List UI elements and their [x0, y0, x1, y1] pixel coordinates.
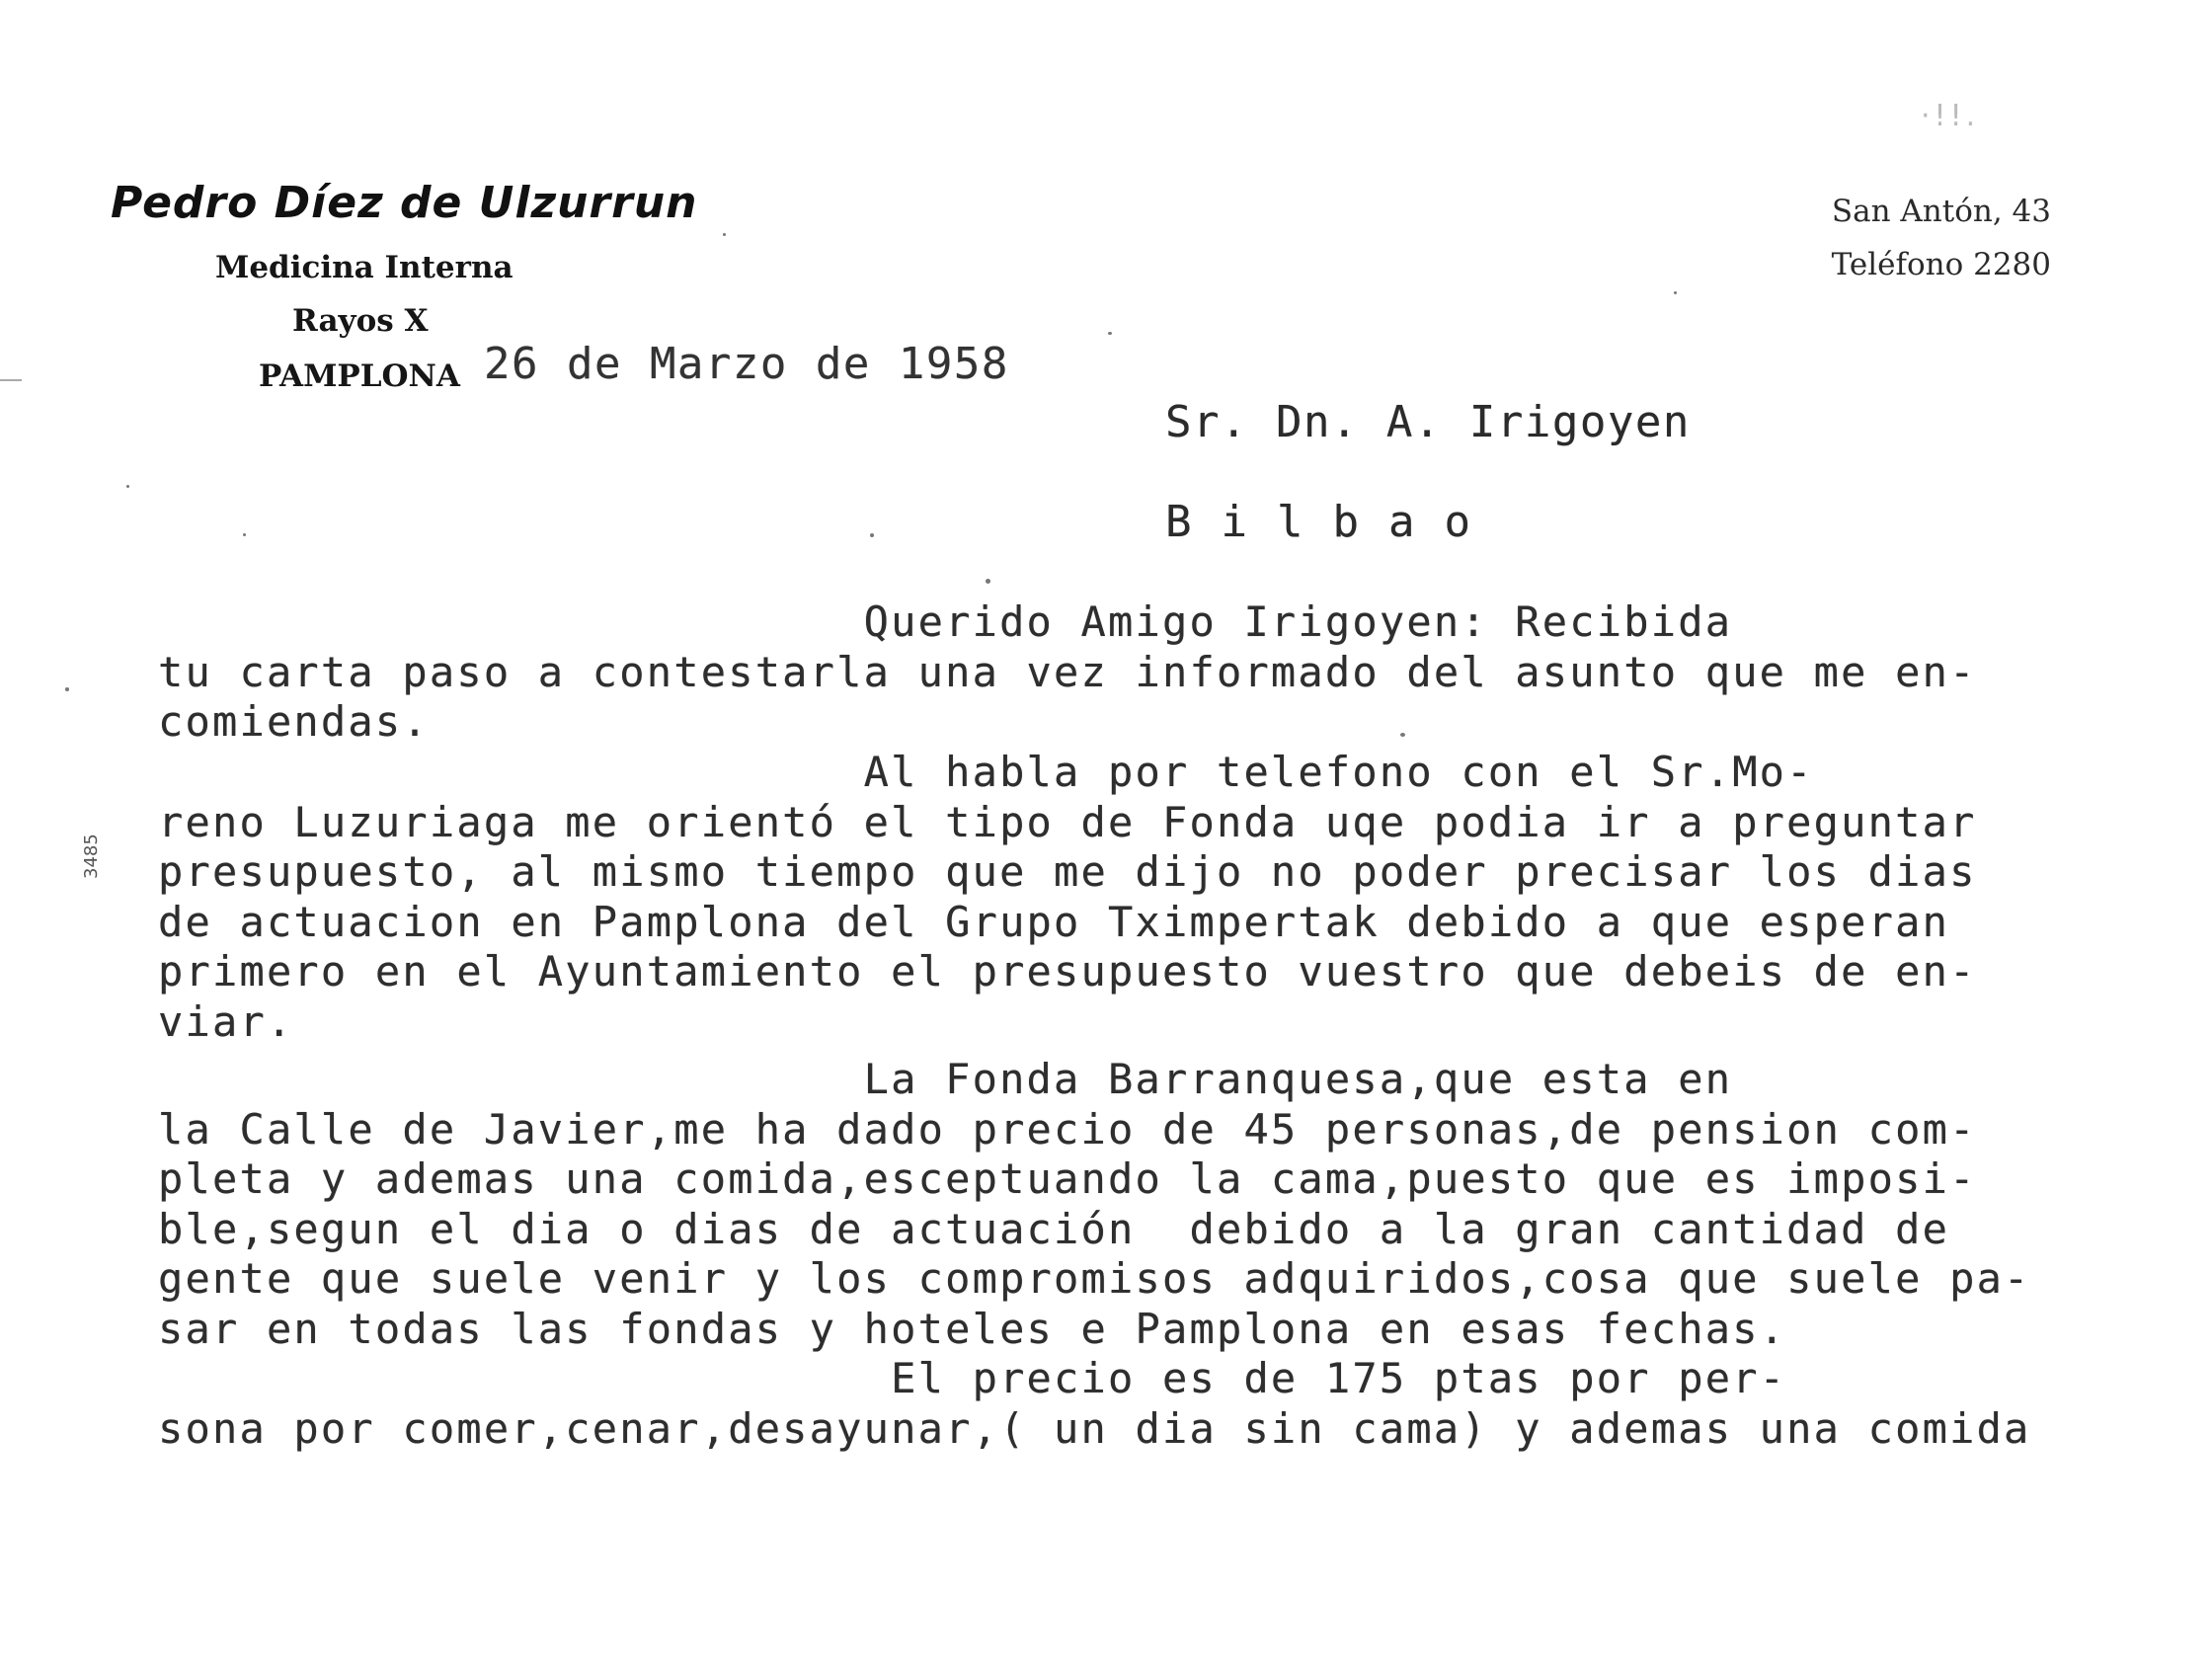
letterhead-phone: Teléfono 2280	[1831, 247, 2051, 282]
paragraph-greeting: Querido Amigo Irigoyen: Recibida tu carta paso a contestarla una vez informado del asunto que me en- comiendas.	[158, 597, 1977, 746]
scan-speck	[986, 579, 990, 584]
corner-mark: ·!!.	[1921, 99, 1980, 133]
paragraph-phone-call: Al habla por telefono con el Sr.Mo- reno Luzuriaga me orientó el tipo de Fonda uqe podia ir a preguntar presupuesto, al mismo tiempo que me dijo no poder precisar los dias de actuacion en Pamplona del Grupo Tximpertak debido a que esperan primero en el Ayuntamiento el presupuesto vuestro que debeis de en- viar.	[158, 748, 1977, 1046]
scan-speck	[126, 485, 129, 488]
archive-number: 3485	[81, 834, 102, 879]
scan-speck	[723, 233, 726, 236]
scan-speck	[870, 533, 874, 537]
scan-speck	[0, 379, 22, 381]
letterhead-name: Pedro Díez de Ulzurrun	[111, 178, 698, 228]
scan-speck	[1400, 733, 1405, 737]
paragraph-fonda: La Fonda Barranquesa,que esta en la Calle de Javier,me ha dado precio de 45 personas,de pension com- pleta y ademas una comida,esceptuando la cama,puesto que es imposi- ble,segun el dia o dias de actuación debido a la gran cantidad de gente que suele venir y los compromisos adquiridos,cosa que suele pa- sar en todas las fondas y hoteles e Pamplona en esas fechas.	[158, 1055, 2031, 1353]
paragraph-price: El precio es de 175 ptas por per- sona por comer,cenar,desayunar,( un dia sin cama) y ademas una comida	[158, 1354, 2031, 1453]
scan-speck	[1108, 332, 1112, 335]
destination-city: Bilbao	[1165, 497, 1500, 547]
addressee: Sr. Dn. A. Irigoyen	[1165, 397, 1691, 447]
letterhead-service: Rayos X	[292, 303, 429, 339]
letter-date: 26 de Marzo de 1958	[484, 339, 1009, 389]
scan-speck	[243, 533, 246, 536]
letterhead-address: San Antón, 43	[1831, 194, 2051, 229]
letterhead-city: PAMPLONA	[259, 358, 460, 394]
scan-speck	[1674, 291, 1677, 294]
letterhead-specialty: Medicina Interna	[215, 250, 514, 285]
scan-speck	[65, 687, 69, 691]
